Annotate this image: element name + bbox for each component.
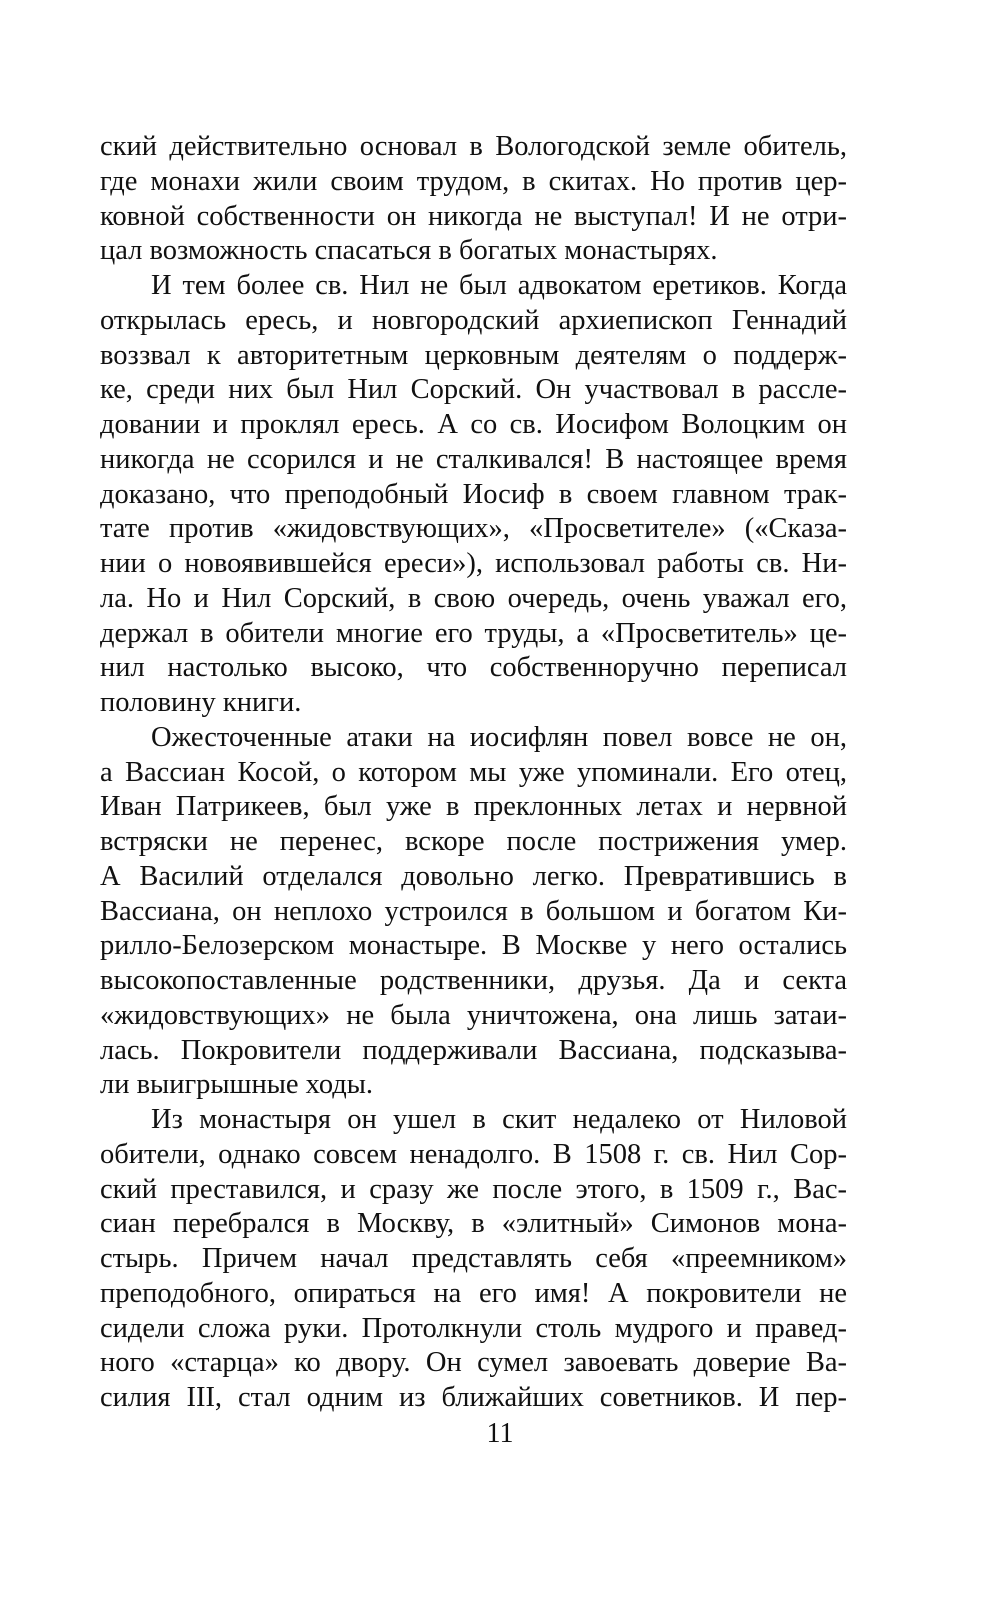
text-line: никогда не ссорился и не сталкивался! В настоящее время — [100, 443, 847, 475]
text-line: Ожесточенные атаки на иосифлян повел вовсе не он, — [151, 721, 847, 753]
text-line: «жидовствующих» не была уничтожена, она лишь затаи- — [100, 999, 847, 1031]
text-line: тате против «жидовствующих», «Просветителе» («Сказа- — [100, 513, 847, 545]
text-line: обители, однако совсем ненадолго. В 1508 г. св. Нил Сор- — [100, 1138, 847, 1170]
text-line: ковной собственности он никогда не выступал! И не отри- — [100, 200, 847, 232]
text-line: встряски не перенес, вскоре после пострижения умер. — [100, 826, 847, 857]
text-line: цал возможность спасаться в богатых монастырях. — [100, 235, 718, 267]
text-line: доказано, что преподобный Иосиф в своем главном трак- — [100, 478, 847, 510]
text-line: открылась ересь, и новгородский архиепископ Геннадий — [100, 304, 847, 336]
text-line: ли выигрышные ходы. — [100, 1069, 374, 1101]
text-line: преподобного, опираться на его имя! А покровители не — [100, 1277, 847, 1309]
text-line: Вассиана, он неплохо устроился в большом и богатом Ки- — [100, 895, 847, 927]
text-line: ке, среди них был Нил Сорский. Он участвовал в рассле- — [100, 374, 847, 406]
text-line: силия III, стал одним из ближайших советников. И пер- — [100, 1382, 847, 1413]
text-line: ного «старца» ко двору. Он сумел завоевать доверие Ва- — [100, 1347, 847, 1379]
text-line: Из монастыря он ушел в скит недалеко от Ниловой — [151, 1104, 847, 1135]
text-line: стырь. Причем начал представлять себя «преемником» — [100, 1243, 847, 1274]
text-line: а Вассиан Косой, о котором мы уже упоминали. Его отец, — [100, 756, 847, 788]
text-line: воззвал к авторитетным церковным деятелям о поддерж- — [100, 339, 847, 371]
text-line: сидели сложа руки. Протолкнули столь мудрого и правед- — [100, 1312, 847, 1344]
text-line: ский действительно основал в Вологодской земле обитель, — [100, 131, 847, 162]
text-line: где монахи жили своим трудом, в скитах. Но против цер- — [100, 165, 847, 197]
body-text — [100, 130, 847, 1416]
text-line: сиан перебрался в Москву, в «элитный» Симонов мона- — [100, 1208, 847, 1240]
text-line: половину книги. — [100, 687, 302, 718]
text-line: довании и проклял ересь. А со св. Иосифом Волоцким он — [100, 409, 847, 440]
text-line: ла. Но и Нил Сорский, в свою очередь, очень уважал его, — [100, 582, 847, 614]
text-line: И тем более св. Нил не был адвокатом еретиков. Когда — [151, 270, 847, 301]
text-line: А Василий отделался довольно легко. Превратившись в — [100, 860, 847, 892]
text-line: Иван Патрикеев, был уже в преклонных летах и нервной — [100, 791, 847, 823]
text-line: нии о новоявившейся ереси»), использовал работы св. Ни- — [100, 548, 847, 579]
text-line: держал в обители многие его труды, а «Просветитель» це- — [100, 617, 847, 649]
text-line: лась. Покровители поддерживали Вассиана, подсказыва- — [100, 1034, 847, 1066]
text-line: высокопоставленные родственники, друзья. Да и секта — [100, 965, 847, 996]
text-line: рилло-Белозерском монастыре. В Москве у него остались — [100, 930, 847, 962]
page-number: 11 — [486, 1418, 514, 1449]
text-line: ский преставился, и сразу же после этого, в 1509 г., Вас- — [100, 1173, 847, 1205]
text-line: нил настолько высоко, что собственноручно переписал — [100, 652, 847, 684]
